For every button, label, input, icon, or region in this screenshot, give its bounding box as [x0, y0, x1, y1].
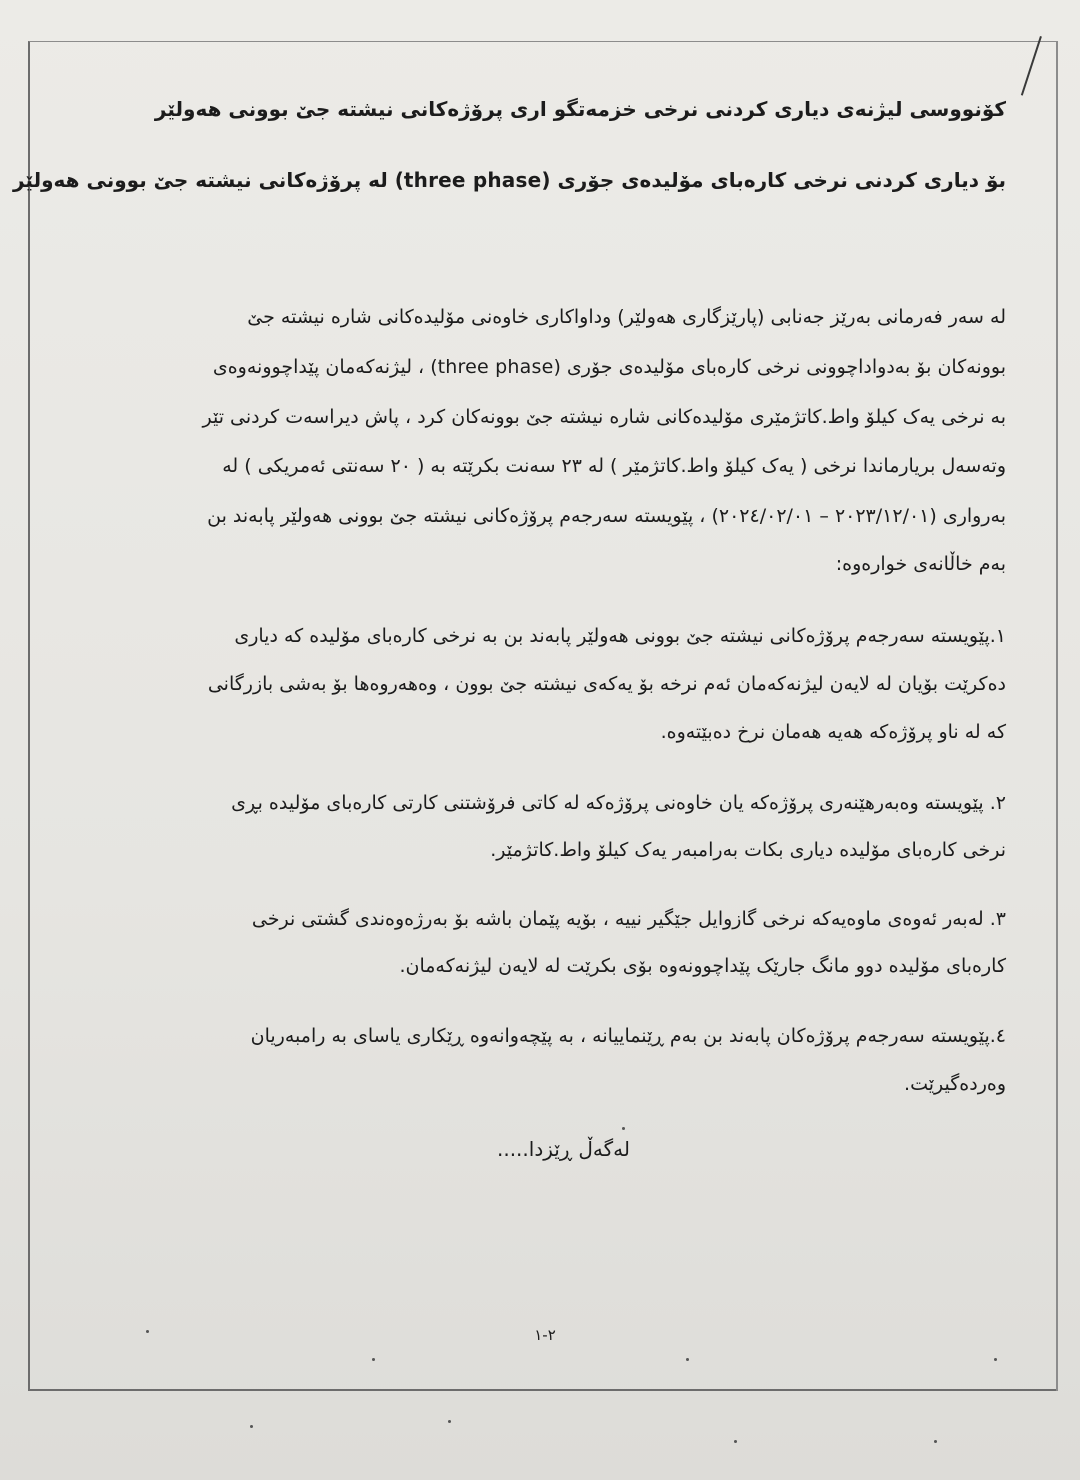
point-3-line: کارەبای مۆلیدە دوو مانگ جارێک پێداچوونەوە بۆی بکرێت لە لایەن لیژنەکەمان.: [399, 955, 1006, 977]
closing-text: لەگەڵ ڕێزدا.....: [496, 1137, 630, 1161]
intro-line: بە نرخی یەک کیلۆ واط.کاتژمێری مۆلیدەکانی شارە نیشتە جێ بوونەکان کرد ، پاش دیراسەت کردنی تێر: [202, 406, 1006, 428]
ink-speck: [250, 1425, 253, 1428]
document-subtitle: بۆ دیاری کردنی نرخی کارەبای مۆلیدەی جۆری (three phase) لە پرۆژەکانی نیشتە جێ بوونی هەولێر: [12, 168, 1006, 192]
ink-speck: [622, 1127, 625, 1130]
page-number: ٢-١: [534, 1326, 556, 1344]
point-3-line: ٣. لەبەر ئەوەی ماوەیەکە نرخی گازوایل جێگیر نییە ، بۆیە پێمان باشە بۆ بەرژەوەندی گشتی نرخی: [251, 908, 1006, 930]
ink-speck: [994, 1358, 997, 1361]
ink-speck: [934, 1440, 937, 1443]
intro-line: بەم خاڵانەی خوارەوە:: [835, 553, 1006, 575]
ink-speck: [372, 1358, 375, 1361]
intro-line: وتەسەل بریارماندا نرخی ( یەک کیلۆ واط.کاتژمێر ) لە ٢٣ سەنت بکرێتە بە ( ٢٠ سەنتی ئەمریکی ) لە: [222, 455, 1006, 477]
point-1-line: کە لە ناو پرۆژەکە هەیە هەمان نرخ دەبێتەوە.: [660, 721, 1006, 743]
page-border-right: [1056, 41, 1058, 1391]
page-border: [28, 41, 1058, 1391]
point-1-line: دەکرێت بۆیان لە لایەن لیژنەکەمان ئەم نرخە بۆ یەکەی نیشتە جێ بوون ، وەهەروەها بۆ بەشی بازرگانی: [207, 673, 1006, 695]
intro-line: بوونەکان بۆ بەدواداچوونی نرخی کارەبای مۆلیدەی جۆری (three phase) ، لیژنەکەمان پێداچوونەوەی: [212, 356, 1006, 378]
intro-line: بەرواری (٢٠٢٣/١٢/٠١ – ٢٠٢٤/٠٢/٠١) ، پێویستە سەرجەم پرۆژەکانی نیشتە جێ بوونی هەولێر پابەند بن: [207, 505, 1006, 527]
ink-speck: [146, 1330, 149, 1333]
ink-speck: [686, 1358, 689, 1361]
intro-line: لە سەر فەرمانی بەرێز جەنابی (پارێزگاری هەولێر) وداواکاری خاوەنی مۆلیدەکانی شارە نیشتە جێ: [247, 306, 1006, 328]
document-title: کۆنووسی لیژنەی دیاری کردنی نرخی خزمەتگو اری پرۆژەکانی نیشتە جێ بوونی هەولێر: [154, 97, 1006, 121]
point-2-line: ٢. پێویستە وەبەرهێنەری پرۆژەکە یان خاوەنی پرۆژەکە لە کاتی فرۆشتنی کارتی کارەبای مۆلیدە بڕی: [231, 792, 1006, 814]
point-4-line: ٤.پێویستە سەرجەم پرۆژەکان پابەند بن بەم ڕێنماییانە ، بە پێچەوانەوە ڕێکاری یاسای بە رامبەریان: [250, 1025, 1006, 1047]
point-1-line: ١.پێویستە سەرجەم پرۆژەکانی نیشتە جێ بوونی هەولێر پابەند بن بە نرخی کارەبای مۆلیدە کە دیاری: [234, 625, 1006, 647]
point-2-line: نرخی کارەبای مۆلیدە دیاری بکات بەرامبەر یەک کیلۆ واط.کاتژمێر.: [490, 839, 1006, 861]
ink-speck: [448, 1420, 451, 1423]
ink-speck: [734, 1440, 737, 1443]
point-4-line: وەردەگیرێت.: [904, 1073, 1006, 1095]
